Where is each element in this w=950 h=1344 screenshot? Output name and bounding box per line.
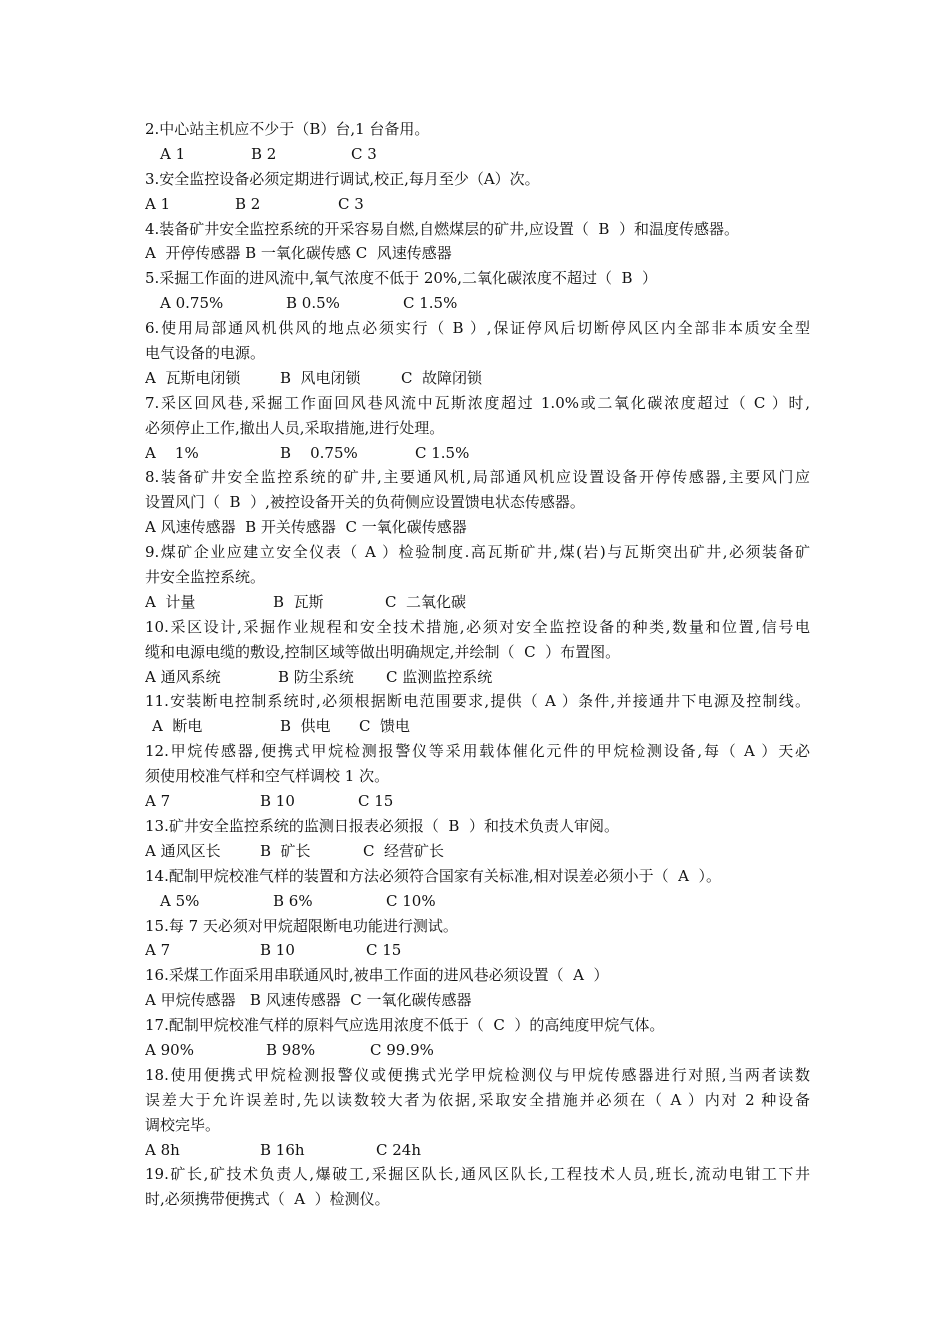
question-text: 必须停止工作,撤出人员,采取措施,进行处理。 <box>145 418 445 437</box>
answer-option: A 1 <box>160 144 186 163</box>
question-text: A 开停传感器 B 一氧化碳传感 C 风速传感器 <box>145 244 452 263</box>
answer-options <box>145 789 810 814</box>
question-text: 3.安全监控设备必须定期进行调试,校正,每月至少（A）次。 <box>145 169 540 188</box>
answer-options <box>145 714 810 739</box>
answer-option: B 矿长 <box>260 841 311 860</box>
answer-option: B 瓦斯 <box>273 592 324 611</box>
answer-options <box>145 291 810 316</box>
question-text: 16.采煤工作面采用串联通风时,被串工作面的进风巷必须设置（ A ） <box>145 966 609 985</box>
answer-option: A 1% <box>145 443 199 462</box>
answer-options <box>145 889 810 914</box>
question-text: 18.使用便携式甲烷检测报警仪或便携式光学甲烷检测仪与甲烷传感器进行对照,当两者读数 <box>145 1065 810 1084</box>
answer-option: A 计量 <box>145 592 196 611</box>
answer-option: B 0.5% <box>286 294 340 313</box>
answer-option: C 15 <box>366 941 402 960</box>
question-list <box>145 117 810 1212</box>
question-text: 14.配制甲烷校准气样的装置和方法必须符合国家有关标准,相对误差必须小于（ A ）。 <box>145 866 722 885</box>
answer-options <box>145 590 810 615</box>
question-text: 缆和电源电缆的敷设,控制区域等做出明确规定,并绘制（ C ）布置图。 <box>145 642 621 661</box>
answer-option: A 瓦斯电闭锁 <box>145 368 241 387</box>
answer-option: A 通风系统 <box>145 667 221 686</box>
answer-option: B 供电 <box>280 717 331 736</box>
question-text: 设置风门（ B ）,被控设备开关的负荷侧应设置馈电状态传感器。 <box>145 493 585 512</box>
answer-option: B 6% <box>273 891 313 910</box>
answer-options <box>145 192 810 217</box>
question-text: 19.矿长,矿技术负责人,爆破工,采掘区队长,通风区队长,工程技术人员,班长,流动电钳工下井 <box>145 1165 810 1184</box>
question-text: 电气设备的电源。 <box>145 344 266 363</box>
answer-options <box>145 938 810 963</box>
question-text: 4.装备矿井安全监控系统的开采容易自燃,自燃煤层的矿井,应设置（ B ）和温度传感器。 <box>145 219 739 238</box>
answer-option: B 风电闭锁 <box>280 368 361 387</box>
question-text: 误差大于允许误差时,先以读数较大者为依据,采取安全措施并必须在（ A ）内对 2 种设备 <box>145 1090 810 1109</box>
question-text: 15.每 7 天必须对甲烷超限断电功能进行测试。 <box>145 916 458 935</box>
question-text: 井安全监控系统。 <box>145 568 266 587</box>
answer-option: A 90% <box>145 1040 194 1059</box>
answer-option: B 98% <box>266 1040 316 1059</box>
answer-options <box>145 665 810 690</box>
answer-option: C 3 <box>338 194 364 213</box>
answer-options <box>145 366 810 391</box>
answer-options <box>145 142 810 167</box>
answer-option: A 7 <box>145 941 171 960</box>
answer-option: C 99.9% <box>370 1040 434 1059</box>
question-text: 12.甲烷传感器,便携式甲烷检测报警仪等采用载体催化元件的甲烷检测设备,每（ A ）天必 <box>145 742 810 761</box>
answer-option: A 7 <box>145 792 171 811</box>
answer-option: A 5% <box>160 891 200 910</box>
answer-option: A 断电 <box>152 717 203 736</box>
question-text: A 风速传感器 B 开关传感器 C 一氧化碳传感器 <box>145 518 467 537</box>
answer-option: B 10 <box>260 792 295 811</box>
answer-option: B 防尘系统 <box>278 667 354 686</box>
answer-option: B 0.75% <box>280 443 358 462</box>
answer-option: B 2 <box>251 144 277 163</box>
answer-option: A 8h <box>145 1140 180 1159</box>
answer-option: C 1.5% <box>415 443 470 462</box>
answer-option: C 10% <box>386 891 436 910</box>
answer-option: C 3 <box>351 144 377 163</box>
question-text: 时,必须携带便携式（ A ）检测仪。 <box>145 1190 390 1209</box>
answer-option: A 1 <box>145 194 171 213</box>
answer-option: C 24h <box>376 1140 421 1159</box>
answer-option: C 经营矿长 <box>363 841 445 860</box>
question-text: 10.采区设计,采掘作业规程和安全技术措施,必须对安全监控设备的种类,数量和位置,信号电 <box>145 617 810 636</box>
question-text: 11.安装断电控制系统时,必须根据断电范围要求,提供（ A ）条件,并接通井下电源及控制线。 <box>145 692 810 711</box>
question-text: 17.配制甲烷校准气样的原料气应选用浓度不低于（ C ）的高纯度甲烷气体。 <box>145 1016 665 1035</box>
answer-options <box>145 441 810 466</box>
answer-option: C 15 <box>358 792 394 811</box>
question-text: 须使用校准气样和空气样调校 1 次。 <box>145 767 390 786</box>
question-text: 8.装备矿井安全监控系统的矿井,主要通风机,局部通风机应设置设备开停传感器,主要风门应 <box>145 468 810 487</box>
answer-option: C 馈电 <box>359 717 411 736</box>
answer-option: C 二氧化碳 <box>385 592 467 611</box>
answer-option: C 1.5% <box>403 294 458 313</box>
question-text: 7.采区回风巷,采掘工作面回风巷风流中瓦斯浓度超过 1.0%或二氧化碳浓度超过（ C ）时, <box>145 393 810 412</box>
question-text: A 甲烷传感器 B 风速传感器 C 一氧化碳传感器 <box>145 991 472 1010</box>
question-text: 9.煤矿企业应建立安全仪表（ A ）检验制度.高瓦斯矿井,煤(岩)与瓦斯突出矿井,必须装备矿 <box>145 543 810 562</box>
question-text: 调校完毕。 <box>145 1115 221 1134</box>
answer-options <box>145 1138 810 1163</box>
question-text: 5.采掘工作面的进风流中,氧气浓度不低于 20%,二氧化碳浓度不超过（ B ） <box>145 269 658 288</box>
answer-option: A 0.75% <box>160 294 224 313</box>
answer-option: A 通风区长 <box>145 841 221 860</box>
question-text: 13.矿井安全监控系统的监测日报表必须报（ B ）和技术负责人审阅。 <box>145 816 619 835</box>
answer-options <box>145 839 810 864</box>
answer-option: C 监测监控系统 <box>386 667 493 686</box>
question-text: 6.使用局部通风机供风的地点必须实行（ B ）,保证停风后切断停风区内全部非本质安全型 <box>145 319 810 338</box>
answer-option: B 10 <box>260 941 295 960</box>
question-text: 2.中心站主机应不少于（B）台,1 台备用。 <box>145 120 430 138</box>
answer-option: B 16h <box>260 1140 305 1159</box>
answer-options <box>145 1038 810 1063</box>
answer-option: B 2 <box>235 194 261 213</box>
answer-option: C 故障闭锁 <box>401 368 483 387</box>
